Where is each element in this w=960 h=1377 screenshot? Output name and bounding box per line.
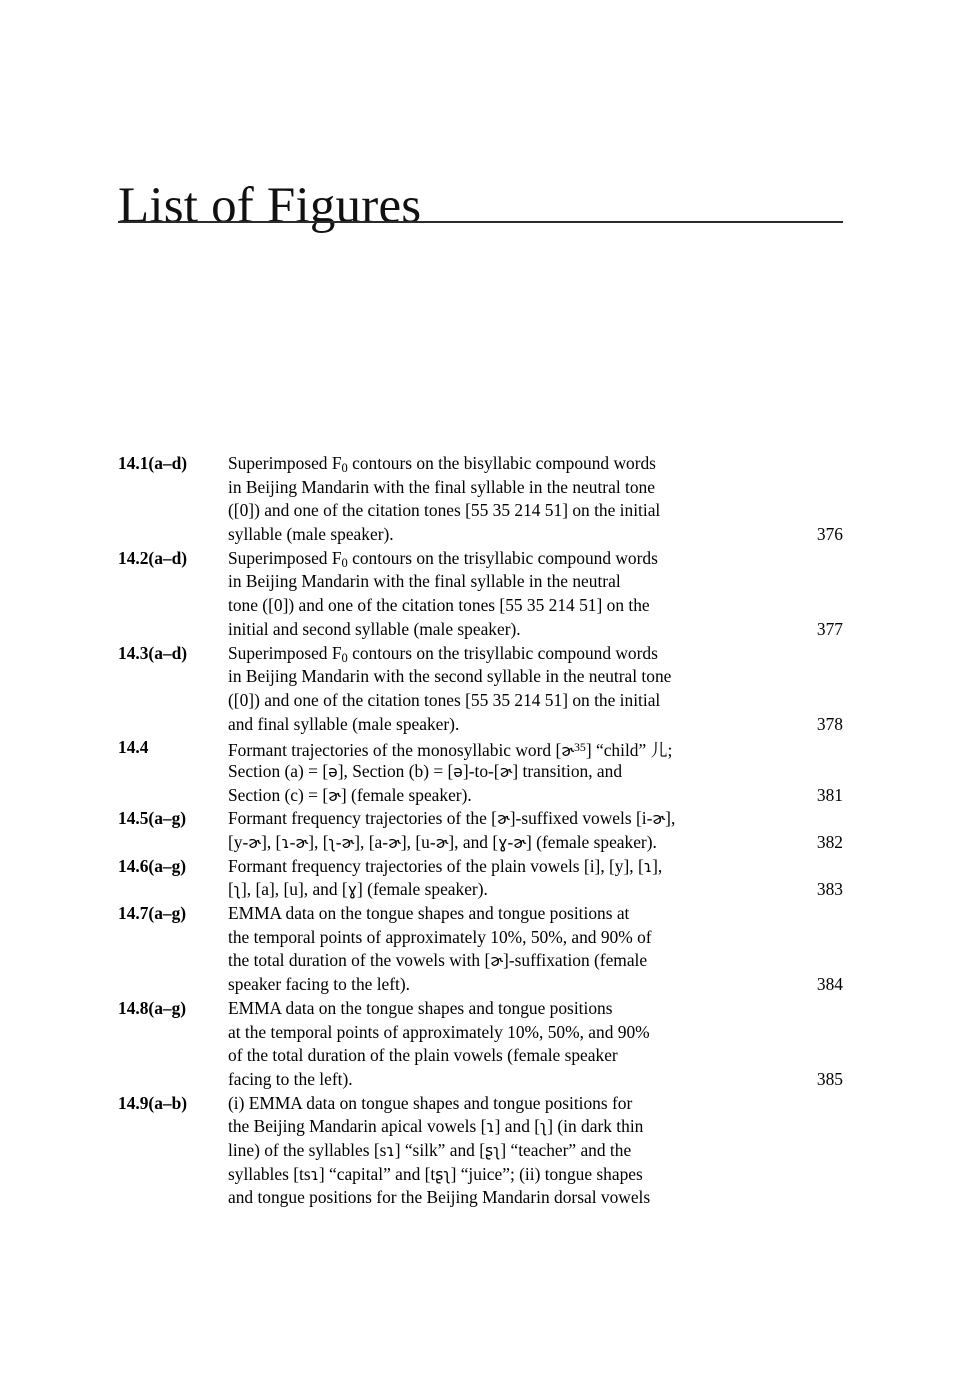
caption-line: the total duration of the vowels with [ɚ]-suffixation (female: [228, 950, 648, 971]
figure-caption-text: [228, 807, 843, 854]
caption-line: Formant trajectories of the monosyllabic word [ɚ$^{35}$] “child” 儿;: [228, 740, 673, 762]
f-zero-subscript: 0: [341, 650, 348, 665]
ipa-symbol: ɣ: [498, 834, 508, 852]
figure-caption-text: [228, 642, 843, 737]
figure-number-label: 14.1(a–d): [118, 453, 188, 473]
ipa-symbol: ʂʅ: [485, 1141, 501, 1160]
caption-line: and final syllable (male speaker). 378: [228, 713, 843, 737]
ipa-symbol: ɚ: [499, 762, 513, 781]
figure-entry[interactable]: [118, 547, 843, 642]
ipa-symbol: ɚ: [496, 810, 510, 829]
caption-line: line) of the syllables [sɿ] “silk” and [ʂʅ] “teacher” and the: [228, 1139, 632, 1160]
ipa-symbol: ʅ: [233, 881, 241, 900]
figure-number-label: 14.5(a–g): [118, 808, 187, 829]
ipa-symbol: ɿ: [386, 1141, 395, 1160]
ipa-symbol: ɿ: [281, 834, 290, 852]
figure-caption-text: [228, 902, 843, 997]
ipa-symbol: ɿ: [310, 1165, 319, 1184]
figure-entry[interactable]: [118, 1092, 843, 1210]
ipa-symbol: ə: [328, 762, 338, 781]
page-number[interactable]: 384: [816, 974, 843, 995]
ipa-symbol: ɚ: [652, 810, 666, 829]
figure-number-label: 14.2(a–d): [118, 547, 188, 568]
figure-number-label: 14.9(a–b): [118, 1092, 188, 1113]
figure-entry[interactable]: [118, 452, 843, 547]
figure-number-label: 14.3(a–d): [118, 642, 188, 663]
han-character: 儿: [650, 741, 668, 762]
caption-line: ([0]) and one of the citation tones [55 35 214 51] on the initial: [228, 500, 661, 521]
ipa-symbol: ɚ: [295, 834, 309, 852]
figure-number-label: 14.6(a–g): [118, 855, 187, 876]
caption-line: in Beijing Mandarin with the second syllable in the neutral tone: [228, 666, 672, 687]
caption-line: Formant frequency trajectories of the plain vowels [i], [y], [ɿ],: [228, 855, 663, 876]
page-number[interactable]: 378: [816, 713, 843, 734]
page-number[interactable]: 385: [816, 1068, 843, 1089]
ipa-symbol: ɚ: [341, 834, 355, 852]
caption-line: [ʅ], [a], [u], and [ɣ] (female speaker). 383: [228, 878, 843, 902]
page-number[interactable]: 381: [816, 784, 843, 805]
figure-entry[interactable]: [118, 902, 843, 997]
page-number[interactable]: 383: [816, 879, 843, 900]
ipa-symbol: ɣ: [347, 881, 358, 900]
figure-caption-text: [228, 547, 843, 642]
caption-line: Superimposed $F_0$ contours on the bisyllabic compound words: [228, 453, 656, 475]
caption-line: (i) EMMA data on tongue shapes and tongue positions for: [228, 1092, 633, 1113]
figure-caption-text: [228, 736, 843, 807]
caption-line: speaker facing to the left). 384: [228, 973, 843, 997]
f-zero-subscript: 0: [341, 555, 348, 570]
caption-line: at the temporal points of approximately 10%, 50%, and 90%: [228, 1021, 650, 1042]
ipa-symbol: ɚ: [388, 834, 401, 852]
caption-line: EMMA data on the tongue shapes and tongue positions at: [228, 903, 630, 924]
caption-line: the Beijing Mandarin apical vowels [ɿ] and [ʅ] (in dark thin: [228, 1116, 644, 1137]
ipa-symbol: ə: [453, 762, 463, 781]
caption-line: initial and second syllable (male speaker). 377: [228, 618, 843, 642]
ipa-symbol: ʂʅ: [435, 1165, 451, 1184]
caption-line: Section (c) = [ɚ] (female speaker). 381: [228, 784, 843, 808]
caption-line: Superimposed $F_0$ contours on the trisyllabic compound words: [228, 642, 658, 665]
figure-number-label: 14.4: [118, 737, 149, 758]
figure-entry[interactable]: [118, 736, 843, 807]
ipa-symbol: ʅ: [540, 1118, 548, 1137]
ipa-symbol: ɚ: [561, 742, 575, 761]
ipa-symbol: ɚ: [490, 952, 504, 971]
page-number[interactable]: 377: [816, 618, 843, 639]
ipa-symbol: ɚ: [328, 786, 341, 805]
f-zero-subscript: 0: [341, 460, 348, 475]
figure-entry[interactable]: [118, 855, 843, 902]
caption-line: the temporal points of approximately 10%, 50%, and 90% of: [228, 926, 652, 947]
caption-line: in Beijing Mandarin with the final syllable in the neutral tone: [228, 476, 655, 497]
figure-caption-text: [228, 997, 843, 1092]
ipa-symbol: ɿ: [486, 1118, 495, 1137]
caption-line: Superimposed $F_0$ contours on the trisyllabic compound words: [228, 547, 658, 570]
caption-line: syllable (male speaker). 376: [228, 523, 843, 547]
caption-line: and tongue positions for the Beijing Mandarin dorsal vowels: [228, 1187, 651, 1208]
page-number[interactable]: 382: [816, 832, 843, 852]
caption-line: facing to the left). 385: [228, 1068, 843, 1092]
caption-line: Formant frequency trajectories of the [ɚ]-suffixed vowels [i-ɚ],: [228, 808, 676, 829]
caption-line: of the total duration of the plain vowels (female speaker: [228, 1045, 618, 1066]
page-title: List of Figures: [118, 178, 422, 235]
caption-line: ([0]) and one of the citation tones [55 35 214 51] on the initial: [228, 689, 661, 710]
list-of-figures: [118, 452, 843, 1210]
title-rule-divider: [118, 221, 843, 223]
caption-line: syllables [tsɿ] “capital” and [tʂʅ] “juice”; (ii) tongue shapes: [228, 1163, 643, 1184]
caption-line: Section (a) = [ə], Section (b) = [ə]-to-[ɚ] transition, and: [228, 760, 623, 781]
figure-caption-text: [228, 855, 843, 902]
ipa-symbol: ɿ: [643, 857, 653, 876]
figure-caption-text: [228, 452, 843, 547]
ipa-symbol: ɚ: [248, 834, 262, 852]
caption-line: [y-ɚ], [ɿ-ɚ], [ʅ-ɚ], [a-ɚ], [u-ɚ], and [ɣ-ɚ] (female speaker). 382: [228, 831, 843, 855]
ipa-symbol: ʅ: [328, 834, 336, 852]
figure-entry[interactable]: [118, 997, 843, 1092]
figure-caption-text: [228, 1092, 843, 1210]
caption-line: in Beijing Mandarin with the final syllable in the neutral: [228, 571, 621, 592]
ipa-symbol: ɚ: [513, 834, 527, 852]
page-number[interactable]: 376: [816, 524, 843, 545]
caption-line: EMMA data on the tongue shapes and tongue positions: [228, 997, 613, 1018]
ipa-symbol: ɚ: [435, 834, 449, 852]
figure-entry[interactable]: [118, 807, 843, 854]
figure-entry[interactable]: [118, 642, 843, 737]
tone-superscript: 35: [574, 740, 586, 755]
caption-line: tone ([0]) and one of the citation tones [55 35 214 51] on the: [228, 595, 650, 616]
figure-number-label: 14.7(a–g): [118, 903, 187, 924]
figure-number-label: 14.8(a–g): [118, 997, 187, 1018]
